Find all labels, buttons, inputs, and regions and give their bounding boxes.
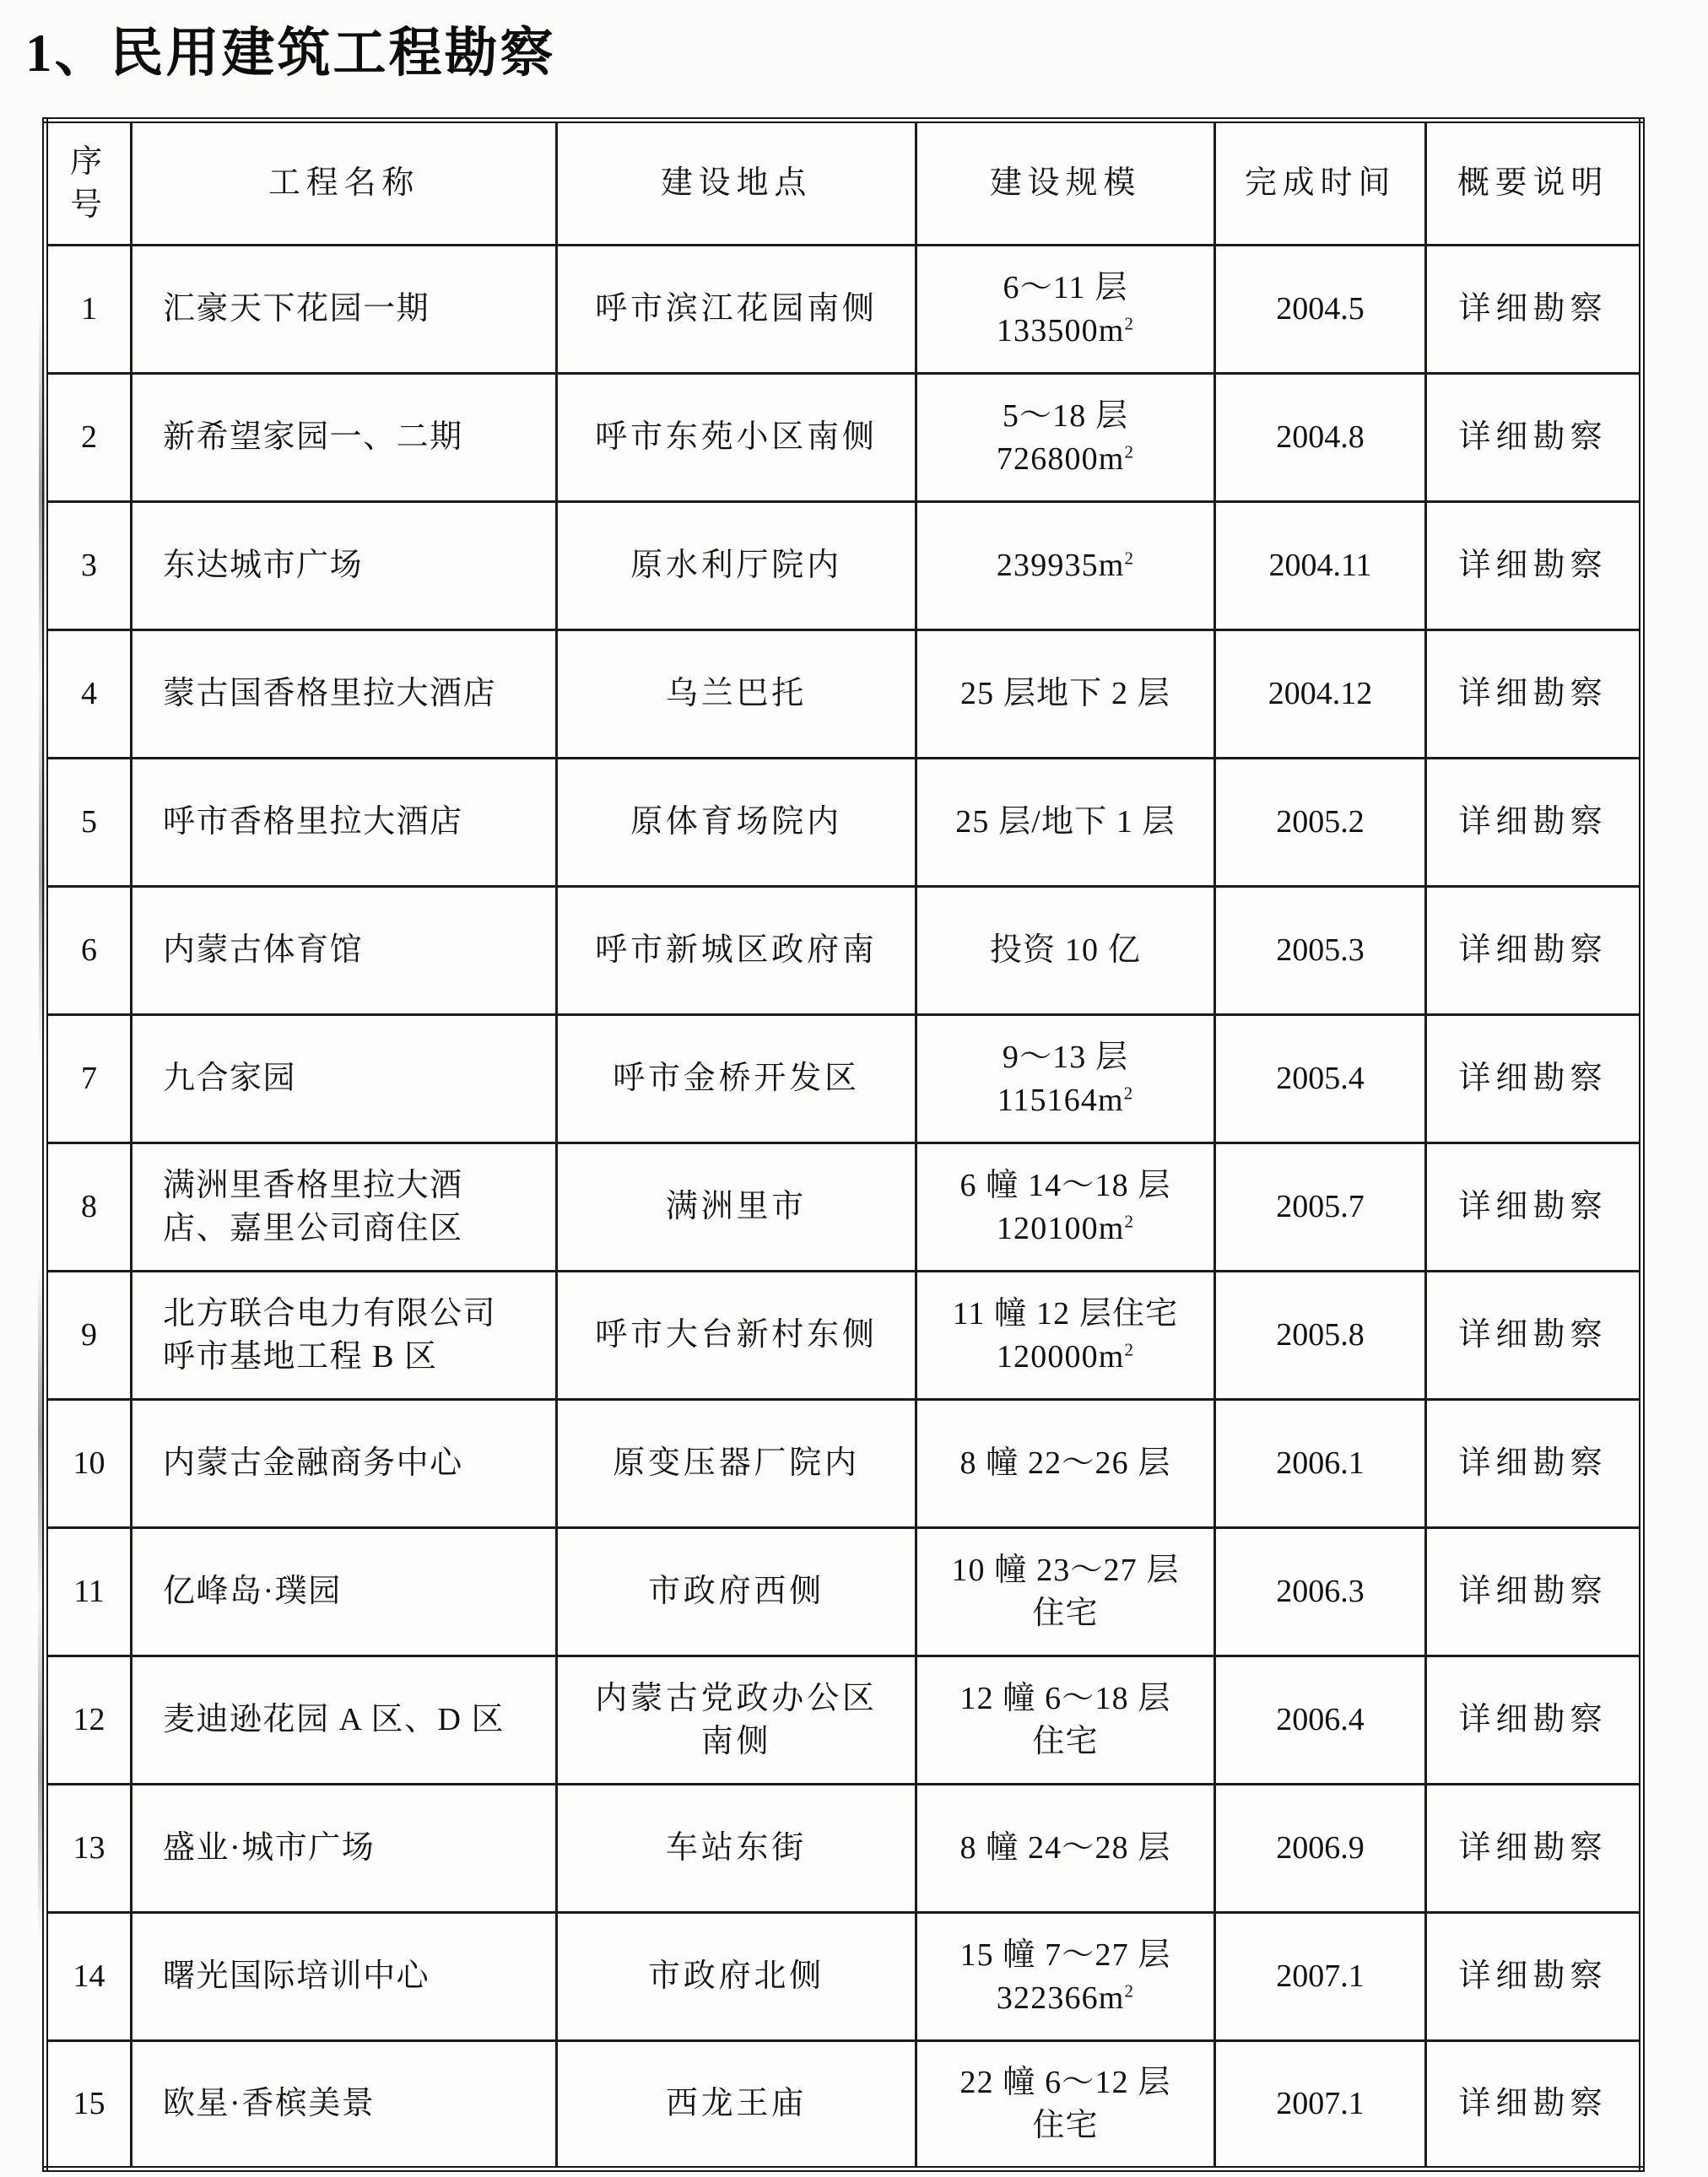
cell-seq bbox=[46, 1015, 132, 1143]
cell-line: 15 bbox=[73, 2086, 105, 2122]
cell-line: 15 幢 7～27 层 bbox=[959, 1937, 1171, 1973]
cell-line: 满洲里市 bbox=[665, 1189, 808, 1225]
cell-seq bbox=[46, 246, 132, 374]
cell-line: 蒙古国香格里拉大酒店 bbox=[163, 676, 497, 712]
cell-line: 6 幢 14～18 层 bbox=[959, 1167, 1171, 1203]
cell-scale bbox=[916, 630, 1215, 759]
cell-line: $120000m^2$ bbox=[996, 1338, 1135, 1375]
cell-name bbox=[132, 502, 557, 630]
cell-line: 2005.4 bbox=[1276, 1061, 1365, 1097]
cell-seq bbox=[46, 887, 132, 1015]
cell-line: 详细勘察 bbox=[1458, 1702, 1608, 1738]
cell-summary bbox=[1426, 374, 1642, 502]
cell-line: 2005.3 bbox=[1276, 932, 1365, 969]
cell-name bbox=[132, 887, 557, 1015]
table-row bbox=[46, 1913, 1642, 2041]
cell-line: 22 幢 6～12 层 bbox=[959, 2064, 1171, 2100]
cell-line: 2004.8 bbox=[1276, 419, 1365, 456]
table-row bbox=[46, 502, 1642, 630]
cell-summary bbox=[1426, 1400, 1642, 1528]
cell-line: 6～11 层 bbox=[1003, 269, 1128, 305]
header-cell-seq bbox=[46, 121, 132, 246]
cell-line: 详细勘察 bbox=[1458, 419, 1608, 456]
cell-line: 2004.12 bbox=[1267, 676, 1373, 712]
cell-line: 建设规模 bbox=[989, 165, 1142, 202]
cell-seq bbox=[46, 1400, 132, 1528]
cell-line: $322366m^2$ bbox=[996, 1980, 1135, 2016]
cell-scale bbox=[916, 1015, 1215, 1143]
cell-line: $239935m^2$ bbox=[996, 548, 1135, 584]
cell-line: 9～13 层 bbox=[1002, 1039, 1129, 1075]
cell-line: 呼市基地工程 B 区 bbox=[163, 1338, 438, 1375]
cell-loc bbox=[557, 2041, 916, 2169]
table-row bbox=[46, 1528, 1642, 1656]
cell-line: 10 bbox=[73, 1445, 105, 1482]
cell-line: 2005.7 bbox=[1276, 1189, 1365, 1225]
cell-name bbox=[132, 759, 557, 887]
cell-seq bbox=[46, 1656, 132, 1785]
header-row bbox=[46, 121, 1642, 246]
header-cell-name bbox=[132, 121, 557, 246]
cell-scale bbox=[916, 1656, 1215, 1785]
table-row bbox=[46, 759, 1642, 887]
cell-time bbox=[1215, 1272, 1426, 1400]
cell-loc bbox=[557, 502, 916, 630]
cell-line: 14 bbox=[73, 1958, 105, 1995]
cell-line: 4 bbox=[81, 676, 97, 712]
cell-line: 详细勘察 bbox=[1458, 2086, 1608, 2122]
table-row bbox=[46, 1656, 1642, 1785]
cell-line: 原水利厅院内 bbox=[630, 548, 842, 584]
cell-summary bbox=[1426, 1143, 1642, 1272]
cell-line: 号 bbox=[70, 186, 108, 223]
header-cell-summary bbox=[1426, 121, 1642, 246]
cell-line: 2006.9 bbox=[1276, 1830, 1365, 1866]
cell-seq bbox=[46, 502, 132, 630]
cell-loc bbox=[557, 1143, 916, 1272]
cell-seq bbox=[46, 759, 132, 887]
cell-line: 6 bbox=[81, 932, 97, 969]
cell-line: 呼市金桥开发区 bbox=[613, 1061, 860, 1097]
cell-summary bbox=[1426, 1015, 1642, 1143]
cell-line: 呼市滨江花园南侧 bbox=[595, 291, 878, 327]
cell-line: 7 bbox=[81, 1061, 97, 1097]
cell-line: 9 bbox=[81, 1317, 97, 1353]
cell-line: 九合家园 bbox=[163, 1061, 297, 1097]
cell-line: 5 bbox=[81, 804, 97, 840]
header-cell-scale bbox=[916, 121, 1215, 246]
cell-line: 建设地点 bbox=[660, 165, 813, 202]
cell-line: 8 幢 22～26 层 bbox=[959, 1445, 1171, 1482]
cell-time bbox=[1215, 759, 1426, 887]
cell-line: 详细勘察 bbox=[1458, 1317, 1608, 1353]
cell-line: 2006.4 bbox=[1276, 1702, 1365, 1738]
cell-loc bbox=[557, 1785, 916, 1913]
cell-line: 2007.1 bbox=[1276, 1958, 1365, 1995]
cell-line: 2007.1 bbox=[1276, 2086, 1365, 2122]
cell-line: 内蒙古体育馆 bbox=[163, 932, 364, 969]
cell-time bbox=[1215, 1143, 1426, 1272]
table-row bbox=[46, 1143, 1642, 1272]
cell-scale bbox=[916, 1272, 1215, 1400]
cell-line: 欧星·香槟美景 bbox=[163, 2086, 376, 2122]
cell-line: 2006.3 bbox=[1276, 1574, 1365, 1610]
cell-summary bbox=[1426, 887, 1642, 1015]
table-row bbox=[46, 1015, 1642, 1143]
cell-line: 详细勘察 bbox=[1458, 1189, 1608, 1225]
cell-scale bbox=[916, 374, 1215, 502]
cell-line: 详细勘察 bbox=[1458, 548, 1608, 584]
cell-line: 详细勘察 bbox=[1458, 1574, 1608, 1610]
cell-time bbox=[1215, 1400, 1426, 1528]
cell-line: 12 幢 6～18 层 bbox=[959, 1680, 1171, 1716]
table-row bbox=[46, 1785, 1642, 1913]
cell-line: 详细勘察 bbox=[1458, 1830, 1608, 1866]
cell-line: 13 bbox=[73, 1830, 105, 1866]
cell-line: 1 bbox=[81, 291, 97, 327]
cell-loc bbox=[557, 374, 916, 502]
cell-line: 乌兰巴托 bbox=[665, 676, 808, 712]
header-cell-loc bbox=[557, 121, 916, 246]
cell-line: 住宅 bbox=[1032, 1723, 1099, 1759]
cell-summary bbox=[1426, 1785, 1642, 1913]
cell-line: 2005.2 bbox=[1276, 804, 1365, 840]
cell-seq bbox=[46, 1528, 132, 1656]
cell-loc bbox=[557, 887, 916, 1015]
cell-summary bbox=[1426, 1528, 1642, 1656]
cell-line: 曙光国际培训中心 bbox=[163, 1958, 430, 1995]
cell-name bbox=[132, 1785, 557, 1913]
cell-loc bbox=[557, 1913, 916, 2041]
cell-seq bbox=[46, 630, 132, 759]
cell-time bbox=[1215, 374, 1426, 502]
header-cell-time bbox=[1215, 121, 1426, 246]
cell-time bbox=[1215, 2041, 1426, 2169]
cell-line: 8 bbox=[81, 1189, 97, 1225]
table-row bbox=[46, 887, 1642, 1015]
cell-name bbox=[132, 1656, 557, 1785]
cell-loc bbox=[557, 246, 916, 374]
cell-line: 25 层/地下 1 层 bbox=[955, 804, 1176, 840]
table-row bbox=[46, 630, 1642, 759]
cell-time bbox=[1215, 1785, 1426, 1913]
cell-line: 满洲里香格里拉大酒 bbox=[163, 1167, 463, 1203]
cell-line: 投资 10 亿 bbox=[990, 932, 1141, 969]
cell-line: 详细勘察 bbox=[1458, 1061, 1608, 1097]
cell-summary bbox=[1426, 502, 1642, 630]
cell-loc bbox=[557, 1272, 916, 1400]
table-row bbox=[46, 1272, 1642, 1400]
table-row bbox=[46, 2041, 1642, 2169]
cell-line: 呼市大台新村东侧 bbox=[595, 1317, 878, 1353]
cell-scale bbox=[916, 1400, 1215, 1528]
cell-line: 亿峰岛·璞园 bbox=[163, 1574, 342, 1610]
cell-line: 3 bbox=[81, 548, 97, 584]
cell-loc bbox=[557, 1528, 916, 1656]
cell-seq bbox=[46, 1913, 132, 2041]
cell-scale bbox=[916, 1143, 1215, 1272]
cell-line: 2 bbox=[81, 419, 97, 456]
cell-line: 2004.11 bbox=[1268, 548, 1372, 584]
cell-name bbox=[132, 374, 557, 502]
table-row bbox=[46, 246, 1642, 374]
cell-line: 详细勘察 bbox=[1458, 1958, 1608, 1995]
cell-seq bbox=[46, 1143, 132, 1272]
cell-line: 新希望家园一、二期 bbox=[163, 419, 463, 456]
cell-scale bbox=[916, 246, 1215, 374]
cell-name bbox=[132, 1015, 557, 1143]
page-title: 1、民用建筑工程勘察 bbox=[25, 24, 556, 83]
cell-line: 原体育场院内 bbox=[630, 804, 842, 840]
cell-seq bbox=[46, 374, 132, 502]
cell-line: 工程名称 bbox=[268, 165, 420, 202]
cell-line: 完成时间 bbox=[1244, 165, 1397, 202]
cell-loc bbox=[557, 1656, 916, 1785]
cell-line: 麦迪逊花园 A 区、D 区 bbox=[163, 1702, 505, 1738]
cell-line: 住宅 bbox=[1032, 2107, 1099, 2143]
cell-line: 市政府西侧 bbox=[647, 1574, 824, 1610]
cell-line: 10 幢 23～27 层 bbox=[951, 1552, 1180, 1588]
cell-line: 西龙王庙 bbox=[665, 2086, 808, 2122]
cell-summary bbox=[1426, 1656, 1642, 1785]
cell-line: 8 幢 24～28 层 bbox=[959, 1830, 1171, 1866]
cell-line: 25 层地下 2 层 bbox=[960, 676, 1170, 712]
cell-line: 详细勘察 bbox=[1458, 932, 1608, 969]
cell-line: 盛业·城市广场 bbox=[163, 1830, 376, 1866]
cell-time bbox=[1215, 1015, 1426, 1143]
cell-seq bbox=[46, 1785, 132, 1913]
cell-summary bbox=[1426, 630, 1642, 759]
cell-line: 呼市东苑小区南侧 bbox=[595, 419, 878, 456]
cell-line: 市政府北侧 bbox=[647, 1958, 824, 1995]
cell-line: 详细勘察 bbox=[1458, 676, 1608, 712]
cell-line: $726800m^2$ bbox=[996, 440, 1135, 477]
cell-time bbox=[1215, 1528, 1426, 1656]
cell-line: 车站东街 bbox=[665, 1830, 808, 1866]
cell-line: 详细勘察 bbox=[1458, 804, 1608, 840]
cell-line: 序 bbox=[70, 143, 108, 180]
cell-line: 2005.8 bbox=[1276, 1317, 1365, 1353]
cell-time bbox=[1215, 630, 1426, 759]
cell-summary bbox=[1426, 2041, 1642, 2169]
cell-scale bbox=[916, 887, 1215, 1015]
cell-line: 汇豪天下花园一期 bbox=[163, 291, 430, 327]
cell-line: 住宅 bbox=[1032, 1595, 1099, 1631]
cell-line: 2006.1 bbox=[1276, 1445, 1365, 1482]
cell-line: 5～18 层 bbox=[1002, 397, 1129, 434]
cell-seq bbox=[46, 1272, 132, 1400]
cell-time bbox=[1215, 1656, 1426, 1785]
cell-line: 详细勘察 bbox=[1458, 291, 1608, 327]
cell-name bbox=[132, 1143, 557, 1272]
cell-line: $120100m^2$ bbox=[996, 1210, 1135, 1246]
cell-loc bbox=[557, 630, 916, 759]
cell-line: 内蒙古金融商务中心 bbox=[163, 1445, 463, 1482]
cell-name bbox=[132, 630, 557, 759]
cell-loc bbox=[557, 1400, 916, 1528]
cell-time bbox=[1215, 1913, 1426, 2041]
cell-line: $133500m^2$ bbox=[996, 312, 1135, 348]
cell-name bbox=[132, 2041, 557, 2169]
cell-line: 东达城市广场 bbox=[163, 548, 364, 584]
cell-seq bbox=[46, 2041, 132, 2169]
cell-loc bbox=[557, 1015, 916, 1143]
cell-line: 店、嘉里公司商住区 bbox=[163, 1210, 463, 1246]
cell-line: 呼市新城区政府南 bbox=[595, 932, 878, 969]
cell-line: 北方联合电力有限公司 bbox=[163, 1295, 497, 1332]
cell-scale bbox=[916, 1528, 1215, 1656]
cell-line: 2004.5 bbox=[1276, 291, 1365, 327]
projects-table bbox=[42, 117, 1645, 2172]
cell-line: 南侧 bbox=[700, 1723, 772, 1759]
cell-line: 详细勘察 bbox=[1458, 1445, 1608, 1482]
cell-name bbox=[132, 1528, 557, 1656]
cell-scale bbox=[916, 1785, 1215, 1913]
cell-time bbox=[1215, 246, 1426, 374]
table-body bbox=[46, 246, 1642, 2169]
cell-name bbox=[132, 1272, 557, 1400]
cell-line: 11 幢 12 层住宅 bbox=[952, 1295, 1179, 1332]
cell-scale bbox=[916, 502, 1215, 630]
cell-line: $115164m^2$ bbox=[997, 1082, 1134, 1118]
cell-line: 概要说明 bbox=[1457, 165, 1609, 202]
cell-summary bbox=[1426, 1272, 1642, 1400]
cell-name bbox=[132, 246, 557, 374]
table-row bbox=[46, 374, 1642, 502]
cell-line: 11 bbox=[73, 1574, 105, 1610]
cell-summary bbox=[1426, 759, 1642, 887]
cell-line: 呼市香格里拉大酒店 bbox=[163, 804, 463, 840]
table-header bbox=[46, 121, 1642, 246]
cell-name bbox=[132, 1400, 557, 1528]
cell-summary bbox=[1426, 1913, 1642, 2041]
cell-time bbox=[1215, 887, 1426, 1015]
cell-scale bbox=[916, 759, 1215, 887]
cell-scale bbox=[916, 2041, 1215, 2169]
cell-name bbox=[132, 1913, 557, 2041]
cell-line: 原变压器厂院内 bbox=[613, 1445, 860, 1482]
cell-scale bbox=[916, 1913, 1215, 2041]
cell-line: 内蒙古党政办公区 bbox=[595, 1680, 878, 1716]
cell-time bbox=[1215, 502, 1426, 630]
cell-line: 12 bbox=[73, 1702, 105, 1738]
cell-loc bbox=[557, 759, 916, 887]
table-row bbox=[46, 1400, 1642, 1528]
cell-summary bbox=[1426, 246, 1642, 374]
